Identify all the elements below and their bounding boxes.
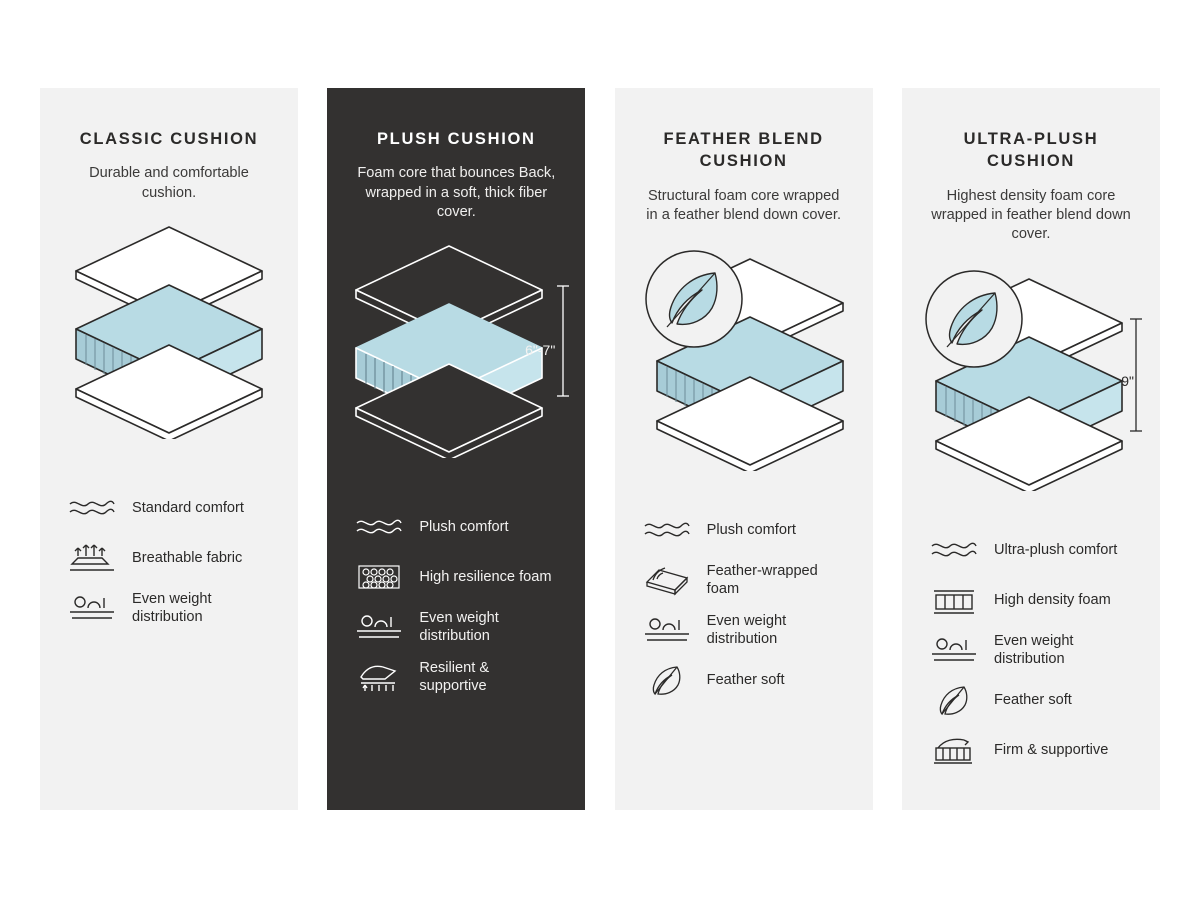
feature-item — [928, 525, 1134, 575]
feature-label: Even weight distribution — [993, 632, 1074, 667]
feature-item — [66, 483, 272, 533]
cushion-illustration-plush — [349, 238, 563, 488]
feature-label: Even weight distribution — [419, 610, 499, 645]
feature-label: Plush comfort — [419, 519, 509, 536]
feature-item — [928, 575, 1134, 625]
card-description: Structural foam core wrapped in a feather blend down cover. — [646, 187, 842, 223]
cushion-illustration-ultra-plush — [924, 261, 1138, 511]
feature-item — [353, 652, 559, 702]
wave-lines-icon — [353, 509, 405, 545]
cushion-illustration-feather-blend — [637, 241, 851, 491]
wave-lines-icon — [66, 490, 118, 526]
feather-badge-icon — [926, 271, 1022, 367]
feature-list — [637, 505, 851, 705]
card-description: Foam core that bounces Back, wrapped in a soft, thick fiber cover. — [357, 165, 556, 221]
cushion-card-plush-cushion[interactable] — [327, 88, 585, 810]
feature-label: Even weight distribution — [706, 613, 787, 648]
cushion-card-list — [40, 88, 1160, 810]
feature-list — [924, 525, 1138, 775]
feature-label: Feather soft — [706, 672, 785, 689]
feather-icon — [928, 682, 980, 718]
measurement-label: 6"-7" — [525, 342, 556, 359]
card-description: Highest density foam core wrapped in feather blend down cover. — [931, 187, 1131, 243]
feather-icon — [641, 662, 693, 698]
card-title: FEATHER BLEND CUSHION — [663, 130, 824, 171]
feature-label: High resilience foam — [419, 569, 552, 586]
feature-item — [353, 602, 559, 652]
feature-label: Feather soft — [993, 691, 1072, 708]
feature-label: Even weight distribution — [132, 590, 212, 626]
feature-item — [928, 625, 1134, 675]
feature-label: Resilient & supportive — [419, 660, 490, 695]
cushion-card-feather-blend-cushion[interactable] — [615, 88, 873, 810]
feature-item — [928, 725, 1134, 775]
feature-list — [349, 502, 563, 702]
measurement-bracket — [557, 286, 569, 396]
card-title: PLUSH CUSHION — [376, 130, 536, 148]
feature-item — [66, 583, 272, 633]
high-density-foam-icon — [928, 582, 980, 618]
feather-badge-icon — [646, 251, 742, 347]
cushion-illustration-classic — [62, 219, 276, 469]
card-title: CLASSIC CUSHION — [79, 130, 259, 148]
feature-label: Feather-wrapped foam — [706, 563, 818, 598]
cushion-card-ultra-plush-cushion[interactable] — [902, 88, 1160, 810]
feature-item — [641, 655, 847, 705]
feature-label: Breathable fabric — [132, 549, 243, 566]
wave-lines-icon — [928, 532, 980, 568]
weight-distribution-icon — [928, 632, 980, 668]
firm-support-icon — [928, 732, 980, 768]
feature-label: Standard comfort — [132, 499, 244, 516]
feature-label: High density foam — [993, 591, 1111, 608]
feature-item — [641, 505, 847, 555]
weight-distribution-icon — [641, 612, 693, 648]
feature-item — [353, 502, 559, 552]
resilient-support-icon — [353, 659, 405, 695]
feather-wrapped-foam-icon — [641, 562, 693, 598]
breathable-fabric-icon — [66, 540, 118, 576]
wave-lines-icon — [641, 512, 693, 548]
honeycomb-foam-icon — [353, 559, 405, 595]
feature-item — [641, 605, 847, 655]
feature-label: Firm & supportive — [993, 741, 1109, 758]
feature-item — [353, 552, 559, 602]
cushion-card-classic-cushion[interactable] — [40, 88, 298, 810]
card-description: Durable and comfortable cushion. — [89, 165, 249, 201]
feature-label: Plush comfort — [706, 522, 796, 539]
card-title: ULTRA-PLUSH CUSHION — [963, 130, 1099, 171]
feature-item — [66, 533, 272, 583]
feature-item — [641, 555, 847, 605]
weight-distribution-icon — [353, 609, 405, 645]
feature-list — [62, 483, 276, 633]
weight-distribution-icon — [66, 590, 118, 626]
feature-label: Ultra-plush comfort — [993, 541, 1118, 558]
feature-item — [928, 675, 1134, 725]
measurement-label: 9" — [1121, 372, 1134, 389]
